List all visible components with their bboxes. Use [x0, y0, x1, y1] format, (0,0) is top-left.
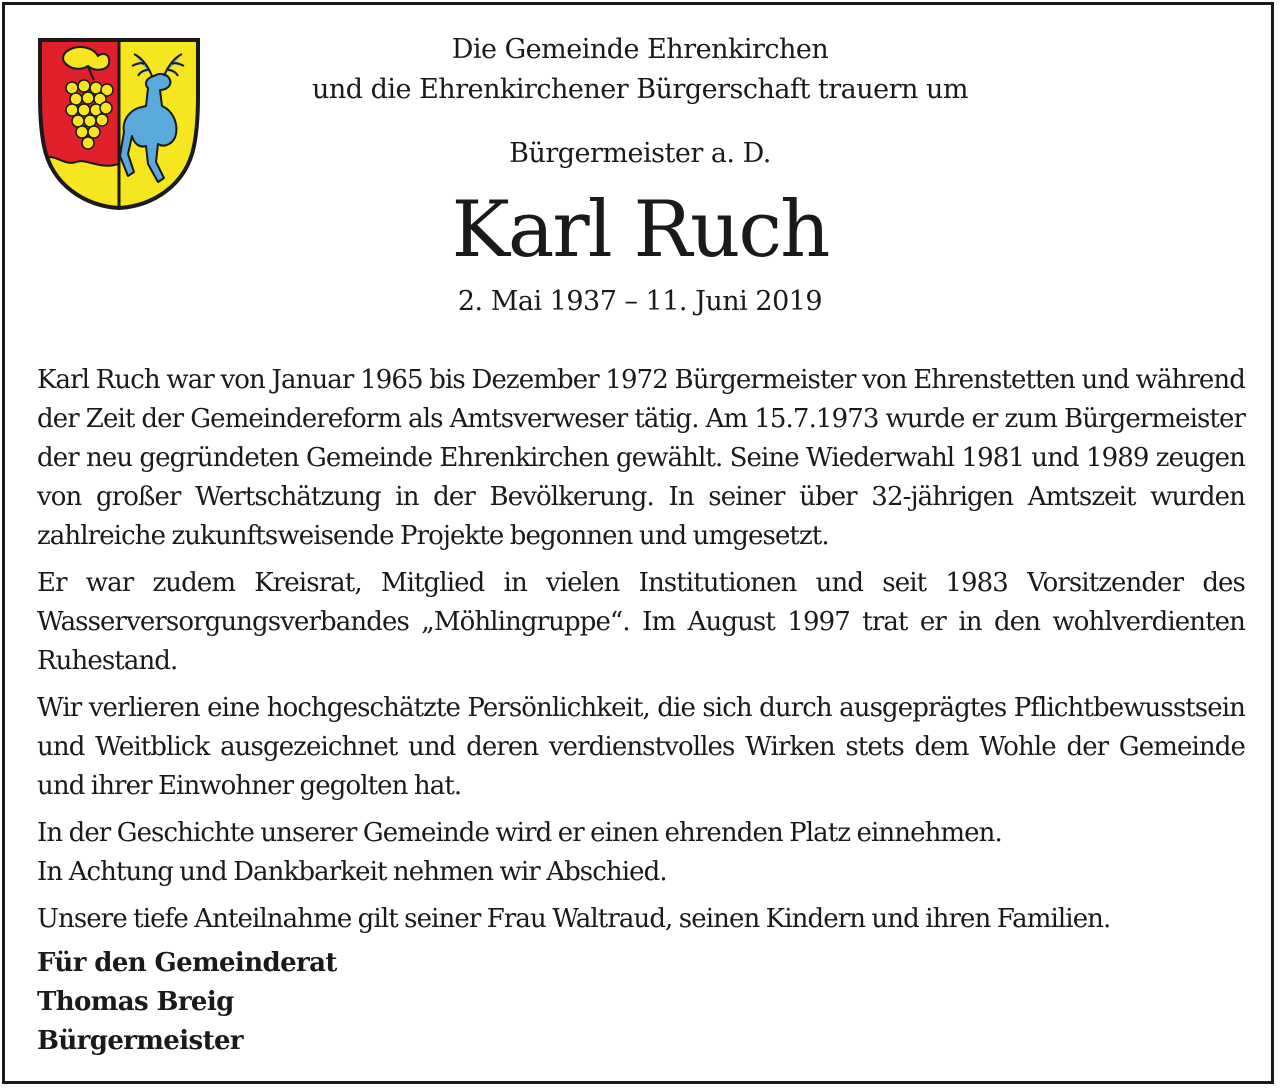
- life-dates: 2. Mai 1937 – 11. Juni 2019: [457, 286, 823, 317]
- signature-council: Für den Gemeinderat: [37, 948, 337, 978]
- intro-text: [0, 30, 1280, 110]
- paragraph-farewell: In Achtung und Dankbarkeit nehmen wir Abschied.: [37, 857, 667, 887]
- paragraph-condolence: Unsere tiefe Anteilnahme gilt seiner Frau Waltraud, seinen Kindern und ihren Familien.: [37, 904, 1111, 934]
- obituary-body: [37, 361, 1245, 947]
- signature-block: [37, 944, 337, 1061]
- paragraph-career: Karl Ruch war von Januar 1965 bis Dezember 1972 Bürgermeister von Ehrenstetten und während der Zeit der Gemeindereform als Amtsverweser tätig. Am 15.7.1973 wurde er zum Bürgermeister der neu gegründeten Gemeinde Ehrenkirchen gewählt. Seine Wiederwahl 1981 und 1989 zeugen von großer Wertschätzung in der Bevölkerung. In seiner über 32-jährigen Amtszeit wurden zahlreiche zukunftsweisende Projekte begonnen und umgesetzt.: [37, 365, 1245, 551]
- signature-role: Bürgermeister: [37, 1026, 244, 1056]
- paragraph-tribute: Wir verlieren eine hochgeschätzte Persönlichkeit, die sich durch ausgeprägtes Pflichtbewusstsein und Weitblick ausgezeichnet und deren verdienstvolles Wirken stets dem Wohle der Gemeinde und ihrer Einwohner gegolten hat.: [37, 693, 1245, 801]
- deceased-name: Karl Ruch: [451, 185, 829, 275]
- intro-line-2: und die Ehrenkirchener Bürgerschaft trauern um: [311, 74, 969, 105]
- rank-title: Bürgermeister a. D.: [509, 138, 771, 169]
- signature-name: Thomas Breig: [37, 987, 234, 1017]
- paragraph-offices: Er war zudem Kreisrat, Mitglied in vielen Institutionen und seit 1983 Vorsitzender des Wasserversorgungsverbandes „Möhlingruppe“. Im August 1997 trat er in den wohlverdienten Ruhestand.: [37, 568, 1245, 676]
- intro-line-1: Die Gemeinde Ehrenkirchen: [451, 34, 829, 65]
- paragraph-honor: In der Geschichte unserer Gemeinde wird er einen ehrenden Platz einnehmen.: [37, 818, 1002, 848]
